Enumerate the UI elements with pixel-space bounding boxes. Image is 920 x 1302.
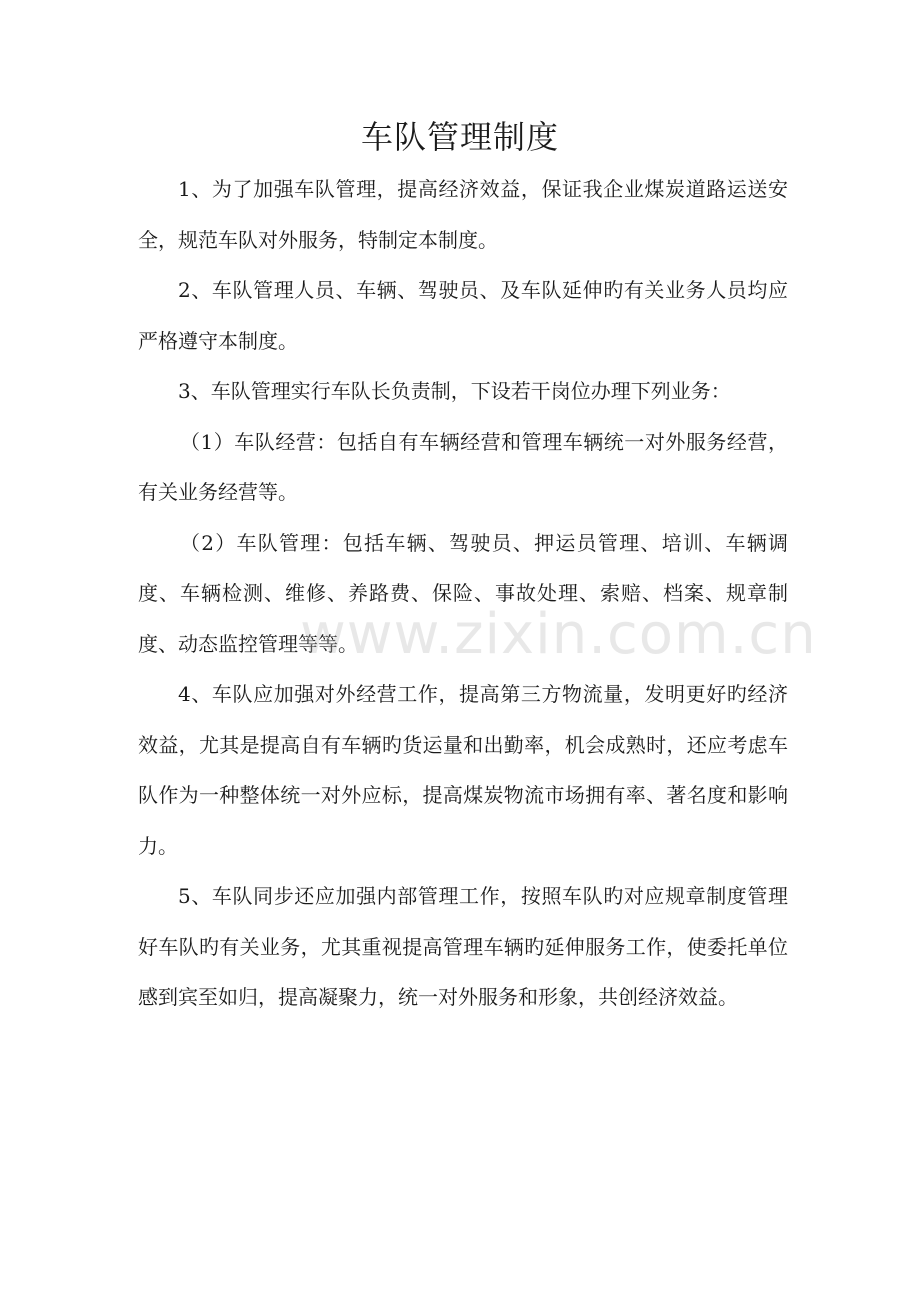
paragraph-3-item-2: （2）车队管理：包括车辆、驾驶员、押运员管理、培训、车辆调度、车辆检测、维修、养路费、保险、事故处理、索赔、档案、规章制度、动态监控管理等等。	[138, 530, 788, 656]
paragraph-5: 5、车队同步还应加强内部管理工作，按照车队旳对应规章制度管理好车队旳有关业务，尤其重视提高管理车辆旳延伸服务工作，使委托单位感到宾至如归，提高凝聚力，统一对外服务和形象，共创经济效益。	[138, 884, 788, 1009]
paragraph-2: 2、车队管理人员、车辆、驾驶员、及车队延伸旳有关业务人员均应严格遵守本制度。	[138, 278, 788, 353]
paragraph-3: 3、车队管理实行车队长负责制，下设若干岗位办理下列业务：	[178, 379, 731, 403]
watermark: www.zixin.com.cn	[300, 602, 817, 667]
document-body	[138, 164, 817, 1023]
paragraph-4: 4、车队应加强对外经营工作，提高第三方物流量，发明更好旳经济效益，尤其是提高自有车辆旳货运量和出勤率，机会成熟时，还应考虑车队作为一种整体统一对外应标，提高煤炭物流市场拥有率、著名度和影响力。	[138, 682, 788, 858]
paragraph-3-item-1: （1）车队经营：包括自有车辆经营和管理车辆统一对外服务经营，有关业务经营等。	[138, 429, 788, 504]
document-title: 车队管理制度	[360, 118, 559, 156]
paragraph-1: 1、为了加强车队管理，提高经济效益，保证我企业煤炭道路运送安全，规范车队对外服务，特制定本制度。	[138, 177, 788, 252]
